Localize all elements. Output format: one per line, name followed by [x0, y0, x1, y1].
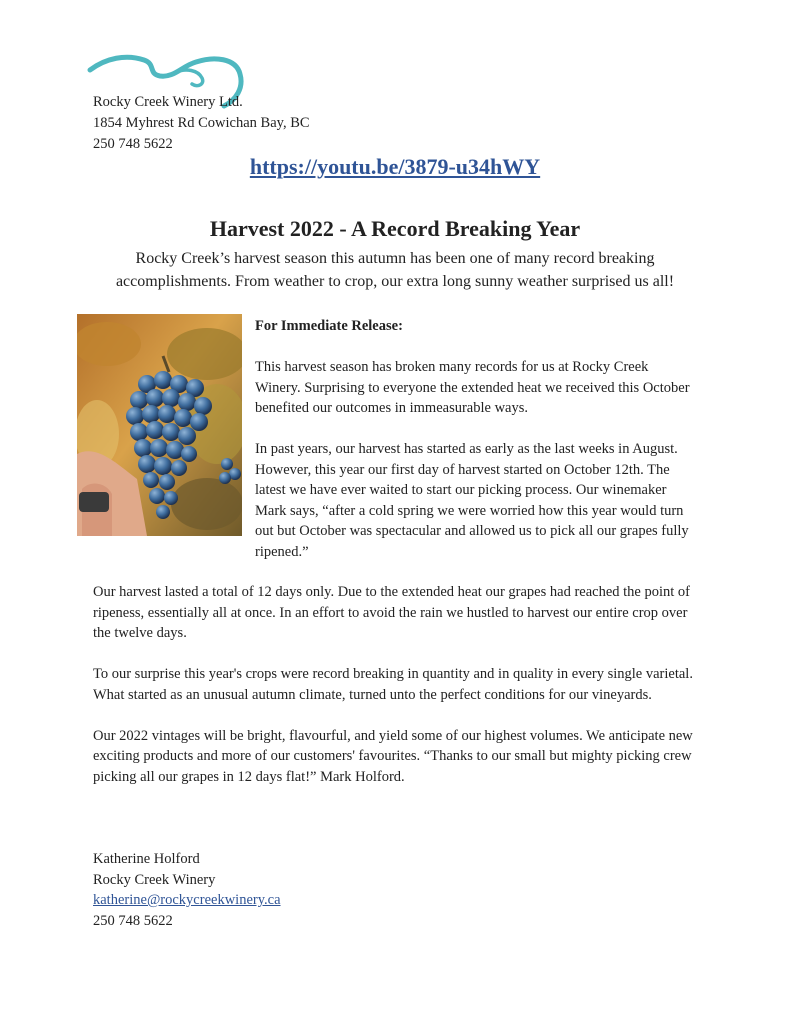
page-title: Harvest 2022 - A Record Breaking Year [209, 216, 581, 241]
company-address: 1854 Myhrest Rd Cowichan Bay, BC [93, 115, 310, 131]
company-phone: 250 748 5622 [93, 136, 173, 152]
youtube-link[interactable]: https://youtu.be/3879-u34hWY [249, 154, 541, 179]
signature-block [93, 849, 281, 931]
side-paragraph-1: This harvest season has broken many records for us at Rocky Creek Winery. Surprising to everyone the extended heat we received this October benefited our outcomes in immeasurable ways. [255, 359, 690, 416]
company-name: Rocky Creek Winery Ltd. [93, 94, 243, 110]
side-paragraph-2: In past years, our harvest has started as early as the last weeks in August. However, this year our first day of harvest started on October 12th. The latest we have ever waited to start our picking process. Our winemaker Mark says, “after a cold spring we were worried how this year would turn out but October was spectacular and allowed us to pick all our grapes fully ripened.” [255, 441, 689, 560]
grape-cluster-photo [77, 314, 242, 536]
side-column [255, 316, 695, 583]
sender-address-block [93, 92, 310, 155]
signature-company: Rocky Creek Winery [93, 871, 216, 888]
signature-email-link[interactable]: katherine@rockycreekwinery.ca [93, 892, 281, 908]
signature-phone: 250 748 5622 [93, 912, 173, 929]
body-text [93, 582, 703, 808]
video-link-line [0, 154, 790, 180]
signature-name: Katherine Holford [93, 851, 200, 867]
body-paragraph-3: Our 2022 vintages will be bright, flavourful, and yield some of our highest volumes. We anticipate new exciting products and more of our customers' favourites. “Thanks to our small but mighty picking crew picking all our grapes in 12 days flat!” Mark Holford. [93, 727, 693, 785]
lede-paragraph: Rocky Creek’s harvest season this autumn has been one of many record breaking accomplishments. From weather to crop, our extra long sunny weather surprised us all! [115, 250, 675, 290]
body-paragraph-2: To our surprise this year's crops were record breaking in quantity and in quality in every single varietal. What started as an unusual autumn climate, turned unto the perfect conditions for our vineyards. [93, 666, 693, 703]
release-label: For Immediate Release: [255, 318, 403, 334]
body-paragraph-1: Our harvest lasted a total of 12 days only. Due to the extended heat our grapes had reached the point of ripeness, essentially all at once. In an effort to avoid the rain we hustled to harvest our entire crop over the twelve days. [93, 584, 690, 641]
